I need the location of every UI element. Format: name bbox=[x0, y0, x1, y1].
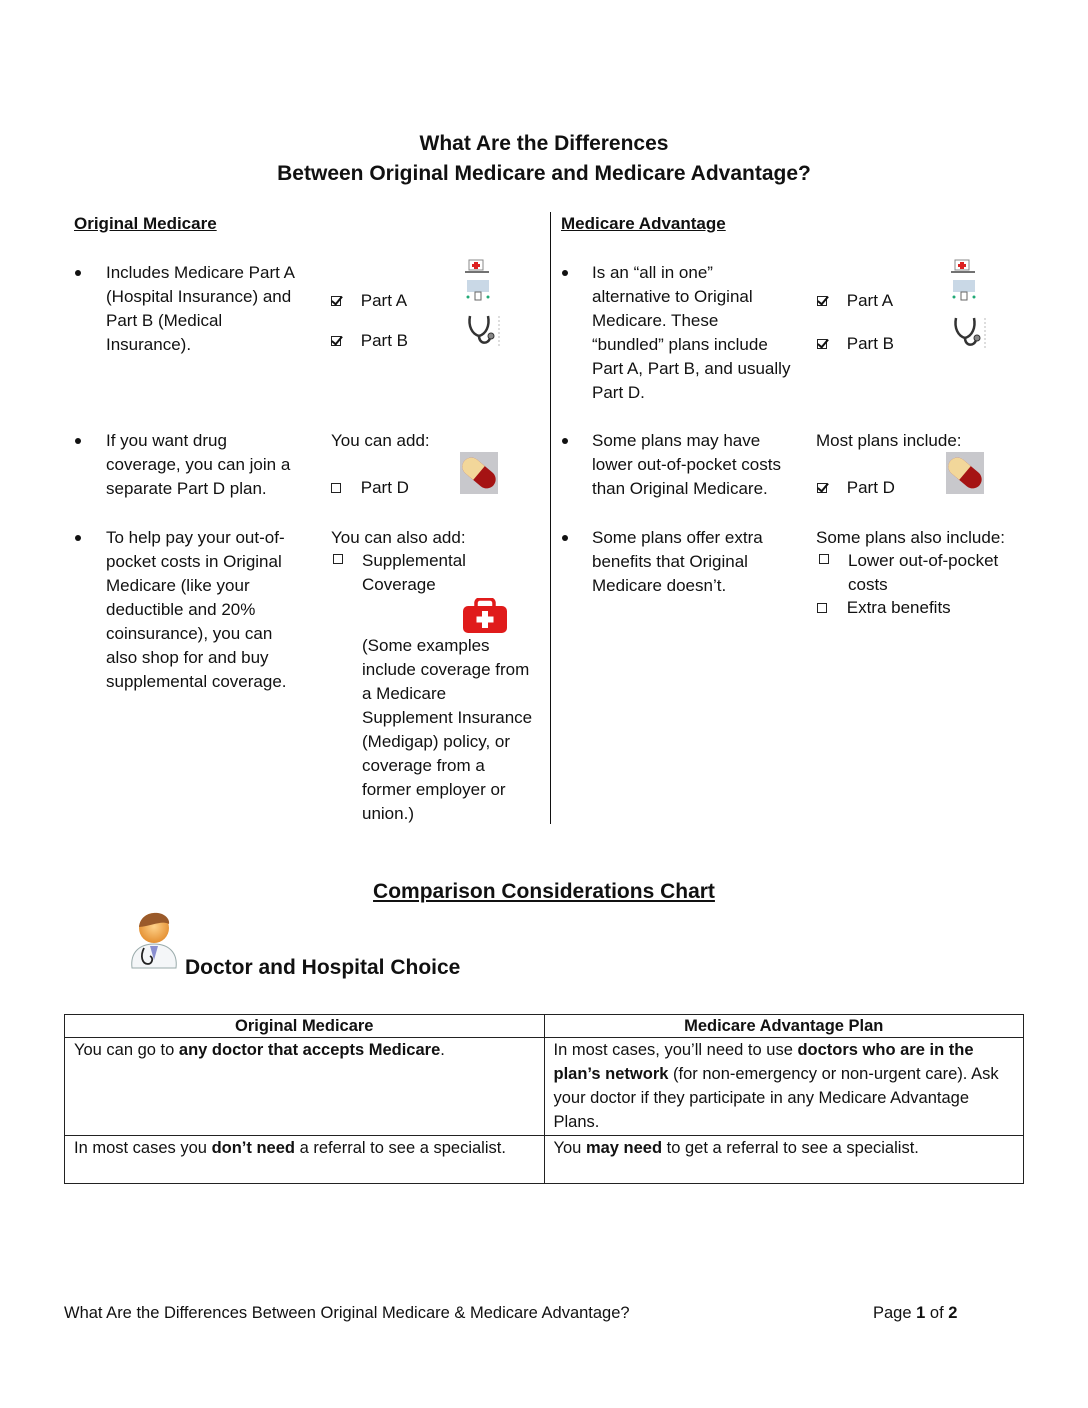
original-row1-text: Includes Medicare Part A (Hospital Insurance) and Part B (Medical Insurance). bbox=[106, 263, 295, 354]
bullet-icon bbox=[75, 270, 81, 276]
original-row2-text: If you want drug coverage, you can join a separate Part D plan. bbox=[106, 431, 291, 498]
empty-checkbox-icon bbox=[331, 483, 341, 493]
table-cell: You can go to any doctor that accepts Medicare. bbox=[65, 1038, 545, 1136]
table-cell: In most cases, you’ll need to use doctors who are in the plan’s network (for non-emergency or non-urgent care). Ask your doctor if they participate in any Medicare Advantage Plans. bbox=[544, 1038, 1024, 1136]
advantage-part-d-item: Part D bbox=[817, 476, 895, 500]
checked-checkbox-icon bbox=[817, 296, 827, 306]
advantage-lower-costs-item: Lower out-of-pocket costs bbox=[817, 549, 998, 597]
table-row bbox=[65, 1136, 1024, 1184]
advantage-row2-intro: Most plans include: bbox=[816, 431, 962, 450]
doctor-avatar-icon bbox=[128, 908, 180, 970]
empty-checkbox-icon bbox=[333, 554, 343, 564]
empty-checkbox-icon bbox=[819, 554, 829, 564]
bullet-icon bbox=[75, 535, 81, 541]
checked-checkbox-icon bbox=[817, 339, 827, 349]
original-row2-intro: You can add: bbox=[331, 431, 430, 450]
advantage-extra-benefits-item: Extra benefits bbox=[817, 596, 951, 620]
advantage-part-a-item: Part A bbox=[817, 289, 893, 313]
advantage-row3-intro: Some plans also include: bbox=[816, 528, 1006, 547]
table-header-advantage: Medicare Advantage Plan bbox=[544, 1015, 1024, 1038]
footer-title: What Are the Differences Between Original Medicare & Medicare Advantage? bbox=[64, 1304, 630, 1322]
doctor-hospital-choice-heading: Doctor and Hospital Choice bbox=[185, 956, 461, 979]
hospital-icon bbox=[463, 258, 493, 304]
original-row3-text: To help pay your out-of- pocket costs in Original Medicare (like your deductible and 20% coinsurance), you can also shop for and buy supplemental coverage. bbox=[106, 528, 287, 691]
advantage-row2-text: Some plans may have lower out-of-pocket costs than Original Medicare. bbox=[592, 431, 781, 498]
table-row bbox=[65, 1038, 1024, 1136]
original-part-a-item: Part A bbox=[331, 289, 407, 313]
checked-checkbox-icon bbox=[331, 336, 341, 346]
stethoscope-icon bbox=[952, 314, 990, 350]
advantage-part-b-item: Part B bbox=[817, 332, 894, 356]
hospital-icon bbox=[949, 258, 979, 304]
empty-checkbox-icon bbox=[817, 603, 827, 613]
original-medicare-heading: Original Medicare bbox=[74, 214, 217, 233]
original-part-b-item: Part B bbox=[331, 329, 408, 353]
medicare-advantage-heading: Medicare Advantage bbox=[561, 214, 726, 233]
original-row3-intro: You can also add: bbox=[331, 528, 466, 547]
original-part-d-item: Part D bbox=[331, 476, 409, 500]
stethoscope-icon bbox=[466, 312, 504, 348]
pill-capsule-icon bbox=[460, 452, 498, 494]
first-aid-kit-icon bbox=[462, 598, 508, 634]
table-cell: You may need to get a referral to see a specialist. bbox=[544, 1136, 1024, 1184]
bullet-icon bbox=[75, 438, 81, 444]
bullet-icon bbox=[562, 270, 568, 276]
column-divider bbox=[550, 212, 551, 824]
table-cell: In most cases you don’t need a referral to see a specialist. bbox=[65, 1136, 545, 1184]
page-title-line-2: Between Original Medicare and Medicare Advantage? bbox=[277, 162, 811, 185]
advantage-row3-text: Some plans offer extra benefits that Original Medicare doesn’t. bbox=[592, 528, 763, 595]
bullet-icon bbox=[562, 535, 568, 541]
bullet-icon bbox=[562, 438, 568, 444]
pill-capsule-icon bbox=[946, 452, 984, 494]
comparison-table bbox=[64, 1014, 1024, 1184]
advantage-row1-text: Is an “all in one” alternative to Original Medicare. These “bundled” plans include Part A, Part B, and usually Part D. bbox=[592, 263, 791, 402]
checked-checkbox-icon bbox=[331, 296, 341, 306]
table-header-row bbox=[65, 1015, 1024, 1038]
original-supplemental-item: Supplemental Coverage bbox=[331, 549, 466, 597]
page-title-line-1: What Are the Differences bbox=[419, 132, 669, 155]
original-supplemental-note: (Some examples include coverage from a Medicare Supplement Insurance (Medigap) policy, or coverage from a former employer or union.) bbox=[362, 636, 533, 823]
comparison-chart-title: Comparison Considerations Chart bbox=[373, 880, 715, 903]
checked-checkbox-icon bbox=[817, 483, 827, 493]
page-number: Page 1 of 2 bbox=[873, 1304, 958, 1322]
table-header-original: Original Medicare bbox=[65, 1015, 545, 1038]
